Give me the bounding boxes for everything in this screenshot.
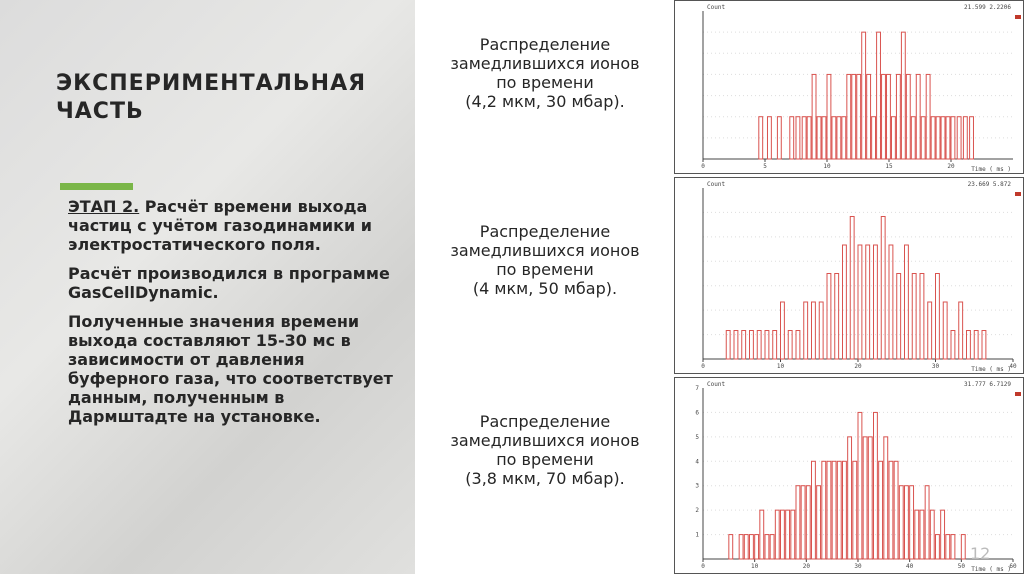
x-tick-label: 20 bbox=[854, 363, 862, 370]
caption-line: (3,8 мкм, 70 мбар). bbox=[465, 469, 625, 488]
histogram-bar bbox=[796, 486, 800, 559]
x-tick-label: 30 bbox=[854, 563, 862, 570]
histogram-bar bbox=[837, 117, 841, 159]
y-tick-label: 1 bbox=[695, 531, 699, 539]
histogram-bar bbox=[936, 535, 940, 559]
histogram-bar bbox=[930, 510, 934, 559]
y-axis-label: Count bbox=[707, 181, 726, 188]
histogram-bar bbox=[866, 245, 870, 359]
program-paragraph: Расчёт производился в программе GasCellDynamic. bbox=[68, 264, 390, 302]
x-tick-label: 40 bbox=[906, 563, 914, 570]
marker-icon bbox=[1015, 15, 1021, 19]
caption-line: Распределение bbox=[479, 35, 611, 54]
x-axis-label: Time ( ms ) bbox=[971, 166, 1011, 173]
histogram-bar bbox=[773, 331, 777, 360]
caption-line: по времени bbox=[496, 73, 594, 92]
caption-line: замедлившихся ионов bbox=[450, 54, 640, 73]
histogram-bar bbox=[858, 245, 862, 359]
histogram-bar bbox=[946, 535, 950, 559]
histogram-bar bbox=[868, 437, 872, 559]
histogram-bar bbox=[850, 217, 854, 360]
caption-3 bbox=[420, 412, 670, 488]
slide-title: ЭКСПЕРИМЕНТАЛЬНАЯ ЧАСТЬ bbox=[56, 71, 367, 124]
x-tick-label: 60 bbox=[1009, 563, 1017, 570]
histogram-bar bbox=[750, 535, 754, 559]
histogram-bar bbox=[765, 331, 769, 360]
histogram-bar bbox=[891, 117, 895, 159]
histogram-bar bbox=[770, 535, 774, 559]
marker-icon bbox=[1015, 192, 1021, 196]
histogram-bar bbox=[961, 535, 965, 559]
histogram-bar bbox=[843, 245, 847, 359]
histogram-bar bbox=[739, 535, 743, 559]
y-axis-label: Count bbox=[707, 4, 726, 11]
y-tick-label: 5 bbox=[695, 433, 699, 441]
histogram-bar bbox=[906, 74, 910, 159]
histogram-bar bbox=[806, 486, 810, 559]
stage-paragraph bbox=[68, 197, 398, 254]
x-tick-label: 15 bbox=[885, 163, 893, 170]
readout-label: 21.599 2.2206 bbox=[964, 4, 1011, 11]
x-tick-label: 10 bbox=[823, 163, 831, 170]
x-tick-label: 0 bbox=[701, 363, 705, 370]
caption-line: по времени bbox=[496, 260, 594, 279]
caption-1 bbox=[420, 35, 670, 111]
caption-line: замедлившихся ионов bbox=[450, 431, 640, 450]
x-tick-label: 5 bbox=[763, 163, 767, 170]
histogram-bar bbox=[936, 274, 940, 360]
histogram-bar bbox=[801, 486, 805, 559]
caption-line: по времени bbox=[496, 450, 594, 469]
x-axis-label: Time ( ms ) bbox=[971, 566, 1011, 573]
accent-bar bbox=[60, 183, 133, 190]
histogram-bar bbox=[899, 486, 903, 559]
x-tick-label: 40 bbox=[1009, 363, 1017, 370]
histogram-bar bbox=[853, 461, 857, 559]
histogram-bar bbox=[884, 437, 888, 559]
x-tick-label: 10 bbox=[776, 363, 785, 370]
caption-line: замедлившихся ионов bbox=[450, 241, 640, 260]
x-tick-label: 20 bbox=[802, 563, 810, 570]
x-tick-label: 30 bbox=[931, 363, 940, 370]
histogram-bar bbox=[817, 486, 821, 559]
histogram-bar bbox=[857, 74, 861, 159]
histogram-bar bbox=[894, 461, 898, 559]
histogram-bar bbox=[744, 535, 748, 559]
caption-line: Распределение bbox=[479, 412, 611, 431]
histogram-bar bbox=[812, 461, 816, 559]
slide-number: 12 bbox=[970, 544, 991, 563]
stage-text: Расчёт времени выхода частиц с учётом газодинамики и электростатического поля. bbox=[68, 197, 372, 254]
x-axis-label: Time ( ms ) bbox=[971, 366, 1011, 373]
histogram-chart-2 bbox=[674, 177, 1024, 374]
histogram-bar bbox=[767, 117, 771, 159]
readout-label: 23.669 5.872 bbox=[967, 181, 1011, 188]
histogram-bar bbox=[910, 486, 914, 559]
histogram-bar bbox=[881, 217, 885, 360]
x-tick-label: 0 bbox=[701, 563, 705, 570]
histogram-bar bbox=[889, 461, 893, 559]
slide-body bbox=[68, 197, 398, 436]
y-tick-label: 6 bbox=[695, 409, 699, 417]
x-tick-label: 0 bbox=[701, 163, 705, 170]
histogram-bar bbox=[889, 245, 893, 359]
histogram-bar bbox=[802, 117, 806, 159]
histogram-bar bbox=[726, 331, 730, 360]
histogram-bar bbox=[827, 274, 831, 360]
histogram-bar bbox=[905, 486, 909, 559]
caption-line: (4 мкм, 50 мбар). bbox=[472, 279, 618, 298]
histogram-bar bbox=[765, 535, 769, 559]
histogram-bar bbox=[912, 274, 916, 360]
histogram-bar bbox=[926, 74, 930, 159]
histogram-bar bbox=[897, 274, 901, 360]
histogram-bar bbox=[729, 535, 733, 559]
readout-label: 31.777 6.7129 bbox=[964, 381, 1011, 388]
histogram-bar bbox=[905, 245, 909, 359]
histogram-bar bbox=[925, 486, 929, 559]
x-tick-label: 20 bbox=[947, 163, 955, 170]
text-panel bbox=[0, 0, 415, 574]
caption-2 bbox=[420, 222, 670, 298]
histogram-bar bbox=[755, 535, 759, 559]
histogram-bar bbox=[848, 437, 852, 559]
marker-icon bbox=[1015, 392, 1021, 396]
caption-line: Распределение bbox=[479, 222, 611, 241]
stage-label: ЭТАП 2. bbox=[68, 197, 140, 216]
results-paragraph: Полученные значения времени выхода составляют 15-30 мс в зависимости от давления буферного газа, что соответствует данным, полученным в Дармштадте на установке. bbox=[68, 312, 393, 426]
y-tick-label: 2 bbox=[695, 507, 699, 515]
histogram-bar bbox=[974, 331, 978, 360]
x-tick-label: 10 bbox=[751, 563, 759, 570]
histogram-bar bbox=[872, 117, 876, 159]
y-tick-label: 4 bbox=[695, 458, 699, 466]
caption-line: (4,2 мкм, 30 мбар). bbox=[465, 92, 625, 111]
histogram-chart-1 bbox=[674, 0, 1024, 174]
y-tick-label: 7 bbox=[695, 385, 699, 392]
histogram-bar bbox=[835, 274, 839, 360]
y-tick-label: 3 bbox=[695, 482, 699, 490]
histogram-bar bbox=[874, 245, 878, 359]
histogram-bar bbox=[812, 302, 816, 359]
histogram-bar bbox=[863, 437, 867, 559]
histogram-bar bbox=[951, 535, 955, 559]
y-axis-label: Count bbox=[707, 381, 726, 388]
x-tick-label: 50 bbox=[957, 563, 965, 570]
histogram-bar bbox=[920, 274, 924, 360]
